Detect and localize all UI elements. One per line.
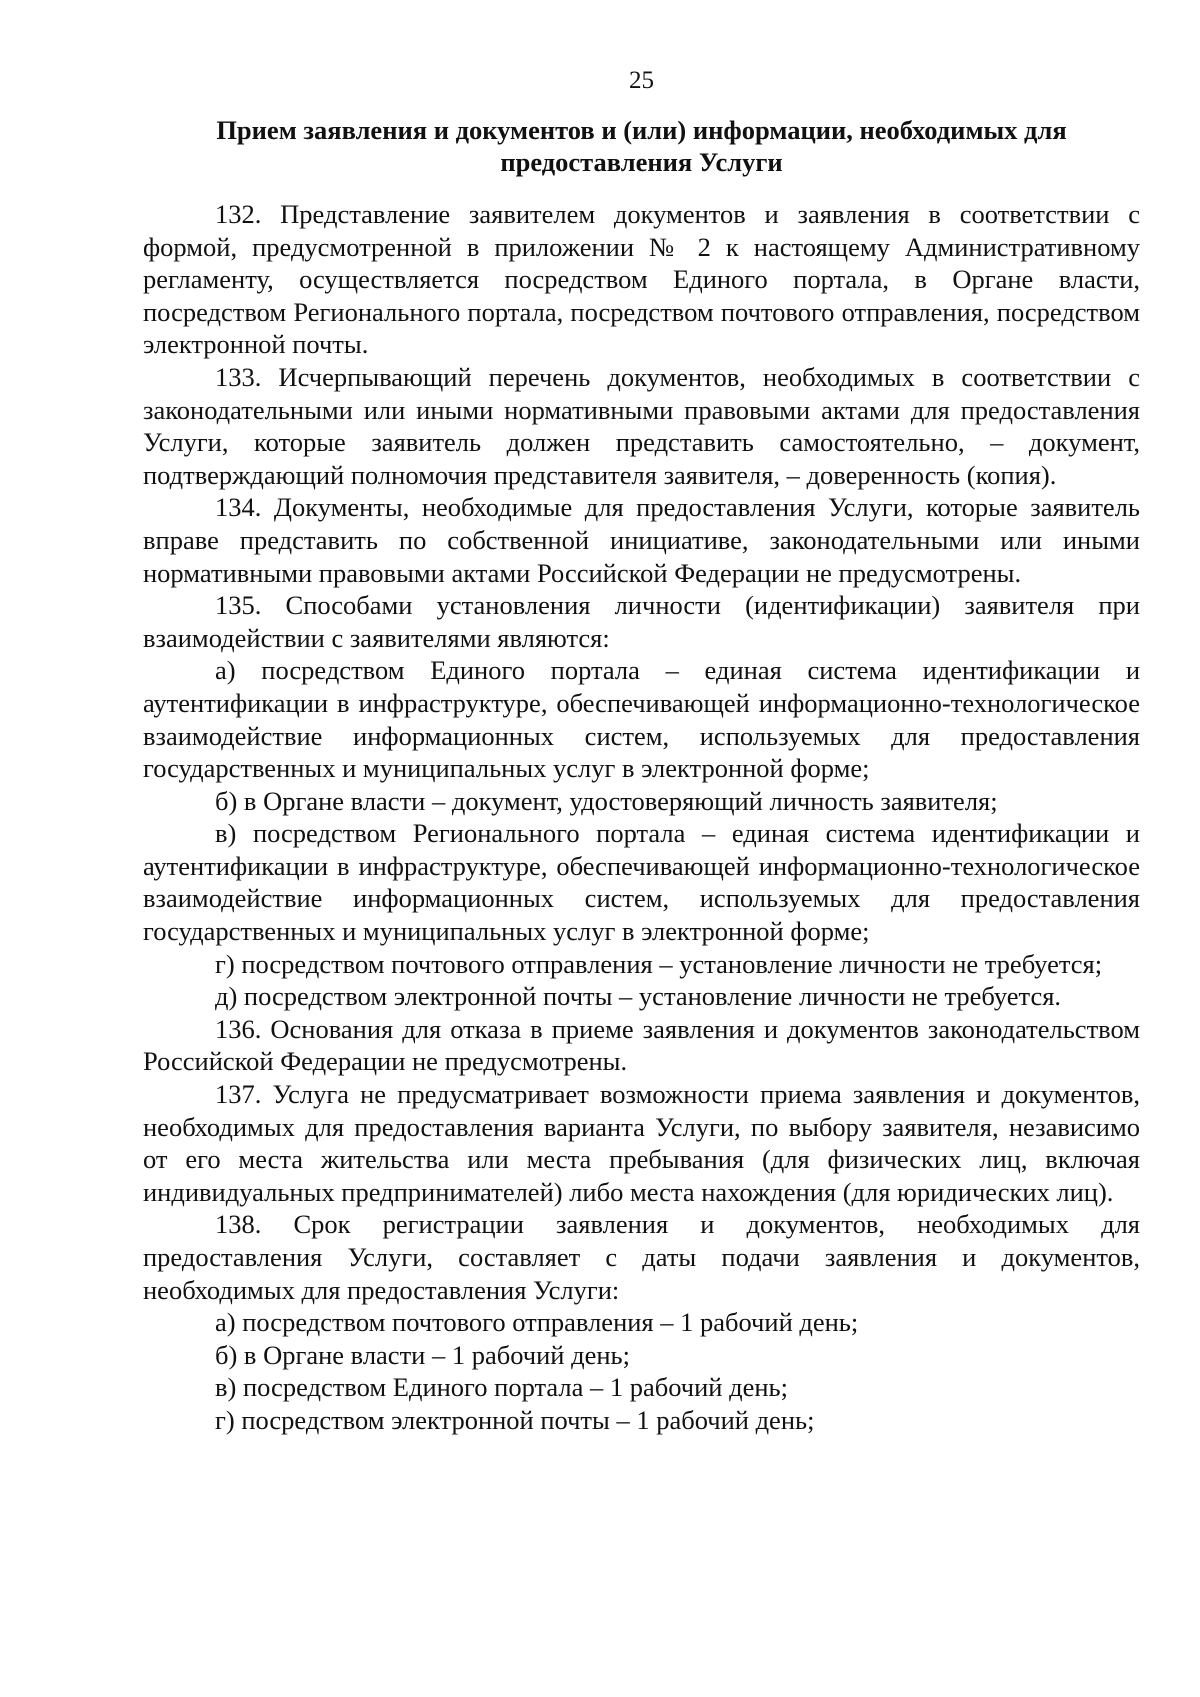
section-title-line: Прием заявления и документов и (или) информации, необходимых для: [216, 115, 1067, 145]
list-item-135-d: д) посредством электронной почты – установление личности не требуется.: [215, 981, 1062, 1012]
list-item-135-b: б) в Органе власти – документ, удостоверяющий личность заявителя;: [215, 785, 998, 816]
list-item-138-b: б) в Органе власти – 1 рабочий день;: [215, 1339, 630, 1370]
list-item-138-a: а) посредством почтового отправления – 1 рабочий день;: [215, 1307, 859, 1338]
list-item-135-a: а) посредством Единого портала – единая система идентификации и аутентификации в инфраструктуре, обеспечивающей информационно-технологическое взаимодействие информационных систем, используемых для предоставления государственных и муниципальных услуг в электронной форме;: [143, 655, 1140, 784]
paragraph-133: 133. Исчерпывающий перечень документов, необходимых в соответствии с законодательными или иными нормативными правовыми актами для предоставления Услуги, которые заявитель должен представить самостоятельно, – документ, подтверждающий полномочия представителя заявителя, – доверенность (копия).: [143, 361, 1140, 490]
list-item-135-g: г) посредством почтового отправления – установление личности не требуется;: [215, 948, 1103, 979]
list-item-138-g: г) посредством электронной почты – 1 рабочий день;: [215, 1404, 815, 1435]
paragraph-134: 134. Документы, необходимые для предоставления Услуги, которые заявитель вправе представить по собственной инициативе, законодательными или иными нормативными правовыми актами Российской Федерации не предусмотрены.: [143, 492, 1140, 588]
list-item-138-v: в) посредством Единого портала – 1 рабочий день;: [215, 1372, 788, 1403]
list-item-135-v: в) посредством Регионального портала – единая система идентификации и аутентификации в инфраструктуре, обеспечивающей информационно-технологическое взаимодействие информационных систем, используемых для предоставления государственных и муниципальных услуг в электронной форме;: [143, 818, 1140, 947]
section-title-line: предоставления Услуги: [500, 147, 783, 177]
page-number: 25: [629, 67, 654, 94]
document-body: [143, 198, 1140, 1437]
paragraph-132: 132. Представление заявителем документов и заявления в соответствии с формой, предусмотренной в приложении № 2 к настоящему Административному регламенту, осуществляется посредством Единого портала, в Органе власти, посредством Регионального портала, посредством почтового отправления, посредством электронной почты.: [143, 199, 1140, 360]
paragraph-137: 137. Услуга не предусматривает возможности приема заявления и документов, необходимых для предоставления варианта Услуги, по выбору заявителя, независимо от его места жительства или места пребывания (для физических лиц, включая индивидуальных предпринимателей) либо места нахождения (для юридических лиц).: [143, 1079, 1140, 1207]
paragraph-135: 135. Способами установления личности (идентификации) заявителя при взаимодействии с заявителями являются:: [143, 590, 1140, 653]
paragraph-138: 138. Срок регистрации заявления и документов, необходимых для предоставления Услуги, составляет с даты подачи заявления и документов, необходимых для предоставления Услуги:: [143, 1209, 1140, 1305]
section-title: [143, 114, 1140, 178]
paragraph-136: 136. Основания для отказа в приеме заявления и документов законодательством Российской Федерации не предусмотрены.: [143, 1013, 1140, 1077]
document-page: [143, 66, 1140, 1437]
